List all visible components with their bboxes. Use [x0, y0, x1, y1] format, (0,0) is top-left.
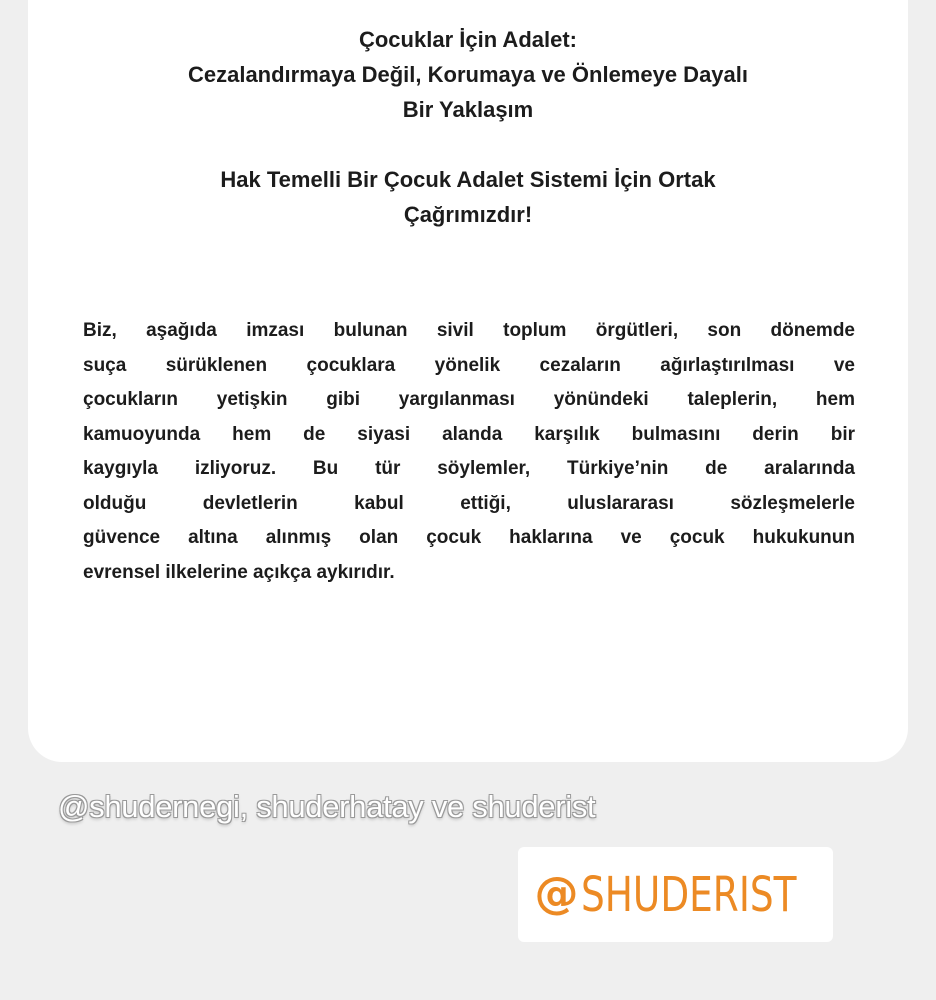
document-subtitle — [28, 162, 908, 232]
body-line: suça sürüklenen çocuklara yönelik cezaların ağırlaştırılması ve — [83, 354, 855, 376]
body-line: olduğu devletlerin kabul ettiği, uluslararası sözleşmelerle — [83, 492, 855, 514]
body-line: Biz, aşağıda imzası bulunan sivil toplum örgütleri, son dönemde — [83, 320, 855, 341]
body-line: evrensel ilkelerine açıkça aykırıdır. — [83, 561, 395, 583]
brand-sticker[interactable] — [518, 847, 833, 942]
title-line-3: Bir Yaklaşım — [402, 97, 534, 122]
body-line: kaygıyla izliyoruz. Bu tür söylemler, Türkiye’nin de aralarında — [83, 458, 855, 479]
body-line: çocukların yetişkin gibi yargılanması yönündeki taleplerin, hem — [83, 389, 855, 410]
brand-name: SHUDERIST — [580, 866, 796, 923]
mentions-caption[interactable]: @shudernegi, shuderhatay ve shuderist — [58, 789, 596, 824]
document-body-paragraph — [83, 314, 855, 590]
subtitle-line-1: Hak Temelli Bir Çocuk Adalet Sistemi İçin Ortak — [220, 167, 716, 192]
document-title — [28, 22, 908, 127]
body-line: kamuoyunda hem de siyasi alanda karşılık bulmasını derin bir — [83, 423, 855, 445]
subtitle-line-2: Çağrımızdır! — [403, 202, 533, 227]
body-line: güvence altına alınmış olan çocuk haklarına ve çocuk hukukunun — [83, 527, 855, 548]
document-card — [28, 0, 908, 762]
at-sign-icon: @ — [534, 867, 579, 919]
title-line-2: Cezalandırmaya Değil, Korumaya ve Önlemeye Dayalı — [187, 62, 749, 87]
title-line-1: Çocuklar İçin Adalet: — [358, 27, 577, 52]
